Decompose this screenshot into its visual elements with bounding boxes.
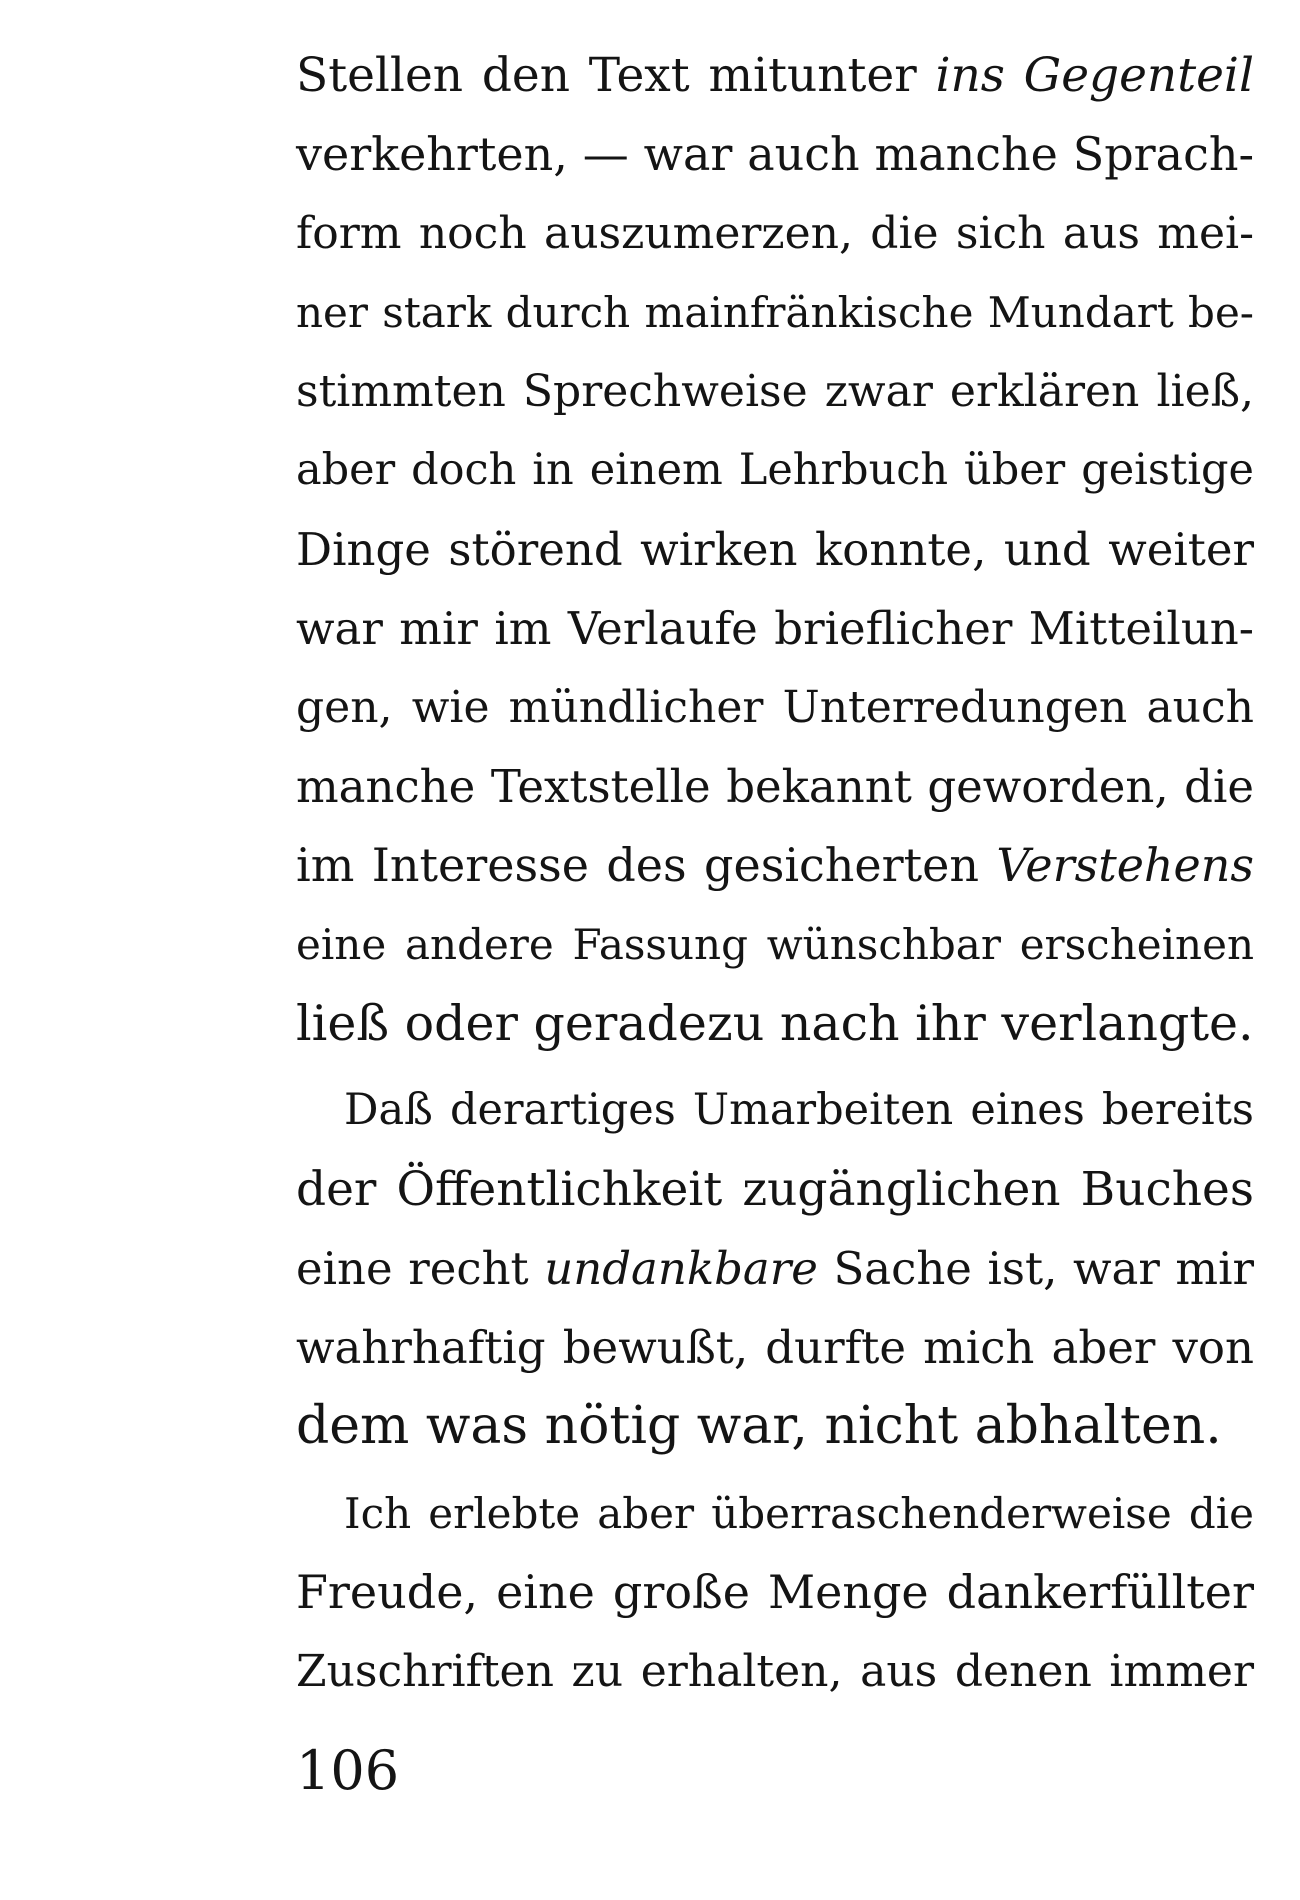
text-line: verkehrten, — war auch manche Sprach- — [296, 127, 1254, 181]
text-line: Ich erlebte aber überraschenderweise die — [344, 1489, 1254, 1538]
text-line: ließ oder geradezu nach ihr verlangte. — [296, 995, 1254, 1052]
text-line: Dinge störend wirken konnte, und weiter — [296, 523, 1254, 576]
text-line: eine andere Fassung wünschbar erscheinen — [296, 920, 1254, 969]
text-line: ner stark durch mainfränkische Mundart be- — [296, 288, 1254, 337]
text-line: Daß derartiges Umarbeiten eines bereits — [344, 1085, 1254, 1135]
text-line: stimmten Sprechweise zwar erklären ließ, — [296, 366, 1254, 417]
text-line: der Öffentlichkeit zugänglichen Buches — [296, 1162, 1254, 1217]
body-text — [296, 36, 1254, 1711]
text-line: dem was nötig war, nicht abhalten. — [296, 1396, 1222, 1456]
text-line: Stellen den Text mitunter ins Gegenteil — [296, 48, 1254, 103]
text-line: war mir im Verlaufe brieflicher Mitteilun- — [296, 602, 1254, 655]
text-line: wahrhaftig bewußt, durfte mich aber von — [296, 1321, 1254, 1374]
text-line: form noch auszumerzen, die sich aus mei- — [296, 208, 1254, 259]
text-line: gen, wie mündlicher Unterredungen auch — [296, 682, 1254, 733]
text-line: aber doch in einem Lehrbuch über geistige — [296, 445, 1254, 495]
text-line: manche Textstelle bekannt geworden, die — [296, 760, 1254, 813]
text-line: Zuschriften zu erhalten, aus denen immer — [296, 1646, 1254, 1697]
page-number: 106 — [296, 1739, 400, 1802]
text-line: im Interesse des gesicherten Verstehens — [296, 838, 1254, 892]
text-line: eine recht undankbare Sache ist, war mir — [296, 1242, 1255, 1295]
text-line: Freude, eine große Menge dankerfüllter — [296, 1565, 1254, 1619]
